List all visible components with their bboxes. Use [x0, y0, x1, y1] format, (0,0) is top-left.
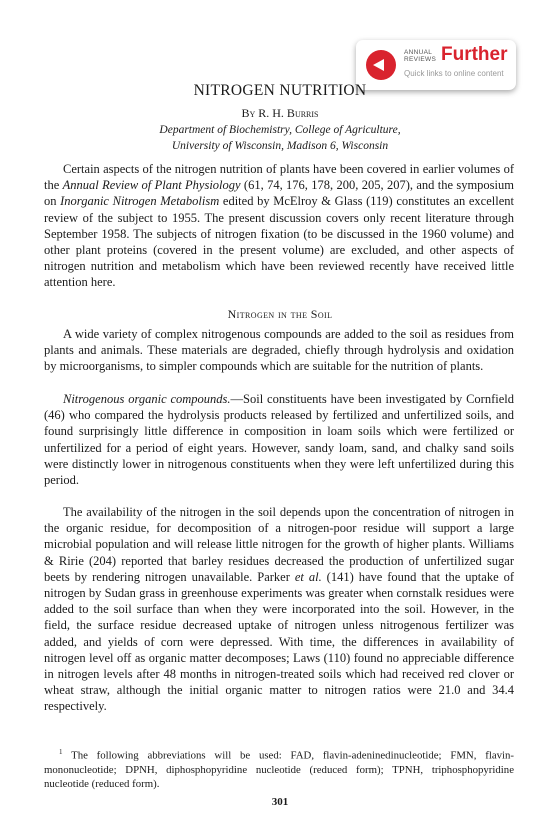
annual-reviews-logo-text: ANNUAL REVIEWS — [404, 49, 437, 63]
further-label: Further — [441, 44, 508, 65]
organic-text: —Soil constituents have been investigated by Cornfield (46) who compared the hydrolysis products released by fertilized and unfertilized soils, and found surprisingly little difference in composition in loam soils which were fertilized or unfertilized for a period of eight years. However, sandy loam, sand, and chalky sand soils were distinctly lower in nitrogenous constituents when they were left unfertilized during this period. — [44, 392, 514, 488]
page-number: 301 — [271, 796, 289, 808]
subsection-lead: Nitrogenous organic compounds. — [63, 392, 231, 406]
availability-paragraph — [44, 504, 514, 715]
soil-paragraph: A wide variety of complex nitrogenous compounds are added to the soil as residues from plants and animals. These materials are degraded, chiefly through hydrolysis and oxidation by microorganisms, to simpler compounds which are suitable for the nutrition of plants. — [44, 327, 514, 374]
availability-text-2: (141) have found that the uptake of nitrogen by Sudan grass in greenhouse experiments was greater when cornstalk residues were added to the soil surface than when they were incorporated into the soil. However, in the field, the surface residue decreased uptake of nitrogen unless nitrogenous fertilizer was added, and yields of corn were depressed. With time, the differences in availability of nitrogen level off as organic matter decomposes; Laws (110) found no appreciable difference in nitrogen levels after 48 months in nitrogen-treated soils which had received red clover or wheat straw, although the initial organic matter to nitrogen ratios were 21.0 and 34.4 respectively. — [44, 569, 515, 714]
intro-text-2: (61, 74, 176, 178, 200, 205, 207), and the symposium on — [44, 178, 514, 209]
organic-compounds-paragraph — [44, 391, 514, 488]
footnote — [44, 745, 514, 792]
footnote-marker: 1 — [59, 748, 63, 756]
footnote-text: The following abbreviations will be used: FAD, flavin-adeninedinucleotide; FMN, flavin-mononucleotide; DPNH, diphosphopyridine nucleotide (reduced form); TPNH, triphosphopyridine nucleotide (reduced form). — [44, 749, 514, 791]
affiliation-line-1: Department of Biochemistry, College of Agriculture, — [159, 124, 401, 136]
affiliation-line-2: University of Wisconsin, Madison 6, Wisconsin — [171, 140, 389, 152]
et-al: et al. — [294, 569, 322, 584]
book-name: Inorganic Nitrogen Metabolism — [60, 194, 220, 209]
availability-text-1: The availability of the nitrogen in the soil depends upon the concentration of nitrogen in the organic residue, for decomposition of a nitrogen-poor residue will support a large microbial population and will release little nitrogen for the growth of higher plants. Williams & Ririe (204) reported that barley residues decreased the production of unfertilized sugar beets by rendering nitrogen unavailable. Parker — [44, 505, 514, 584]
quick-links-label: Quick links to online content — [404, 69, 504, 78]
journal-name: Annual Review of Plant Physiology — [62, 178, 241, 193]
intro-text-3: edited by McElroy & Glass (119) constitutes an excellent review of the subject to 1955. The present discussion covers only recent literature through September 1958. The subjects of nitrogen fixation (to be discussed in the 1960 volume) and other plant proteins (covered in the present volume) are excluded, and other aspects of nitrogen nutrition and metabolism which have been reviewed recently have received little attention here. — [44, 194, 514, 290]
back-arrow-icon — [366, 50, 396, 80]
intro-paragraph — [44, 161, 514, 291]
intro-text-1: Certain aspects of the nitrogen nutrition of plants have been covered in earlier volumes of the — [44, 162, 514, 193]
section-heading: Nitrogen in the Soil — [227, 307, 333, 321]
article-author: By R. H. Burris — [241, 106, 319, 120]
article-title: NITROGEN NUTRITION — [193, 82, 367, 99]
